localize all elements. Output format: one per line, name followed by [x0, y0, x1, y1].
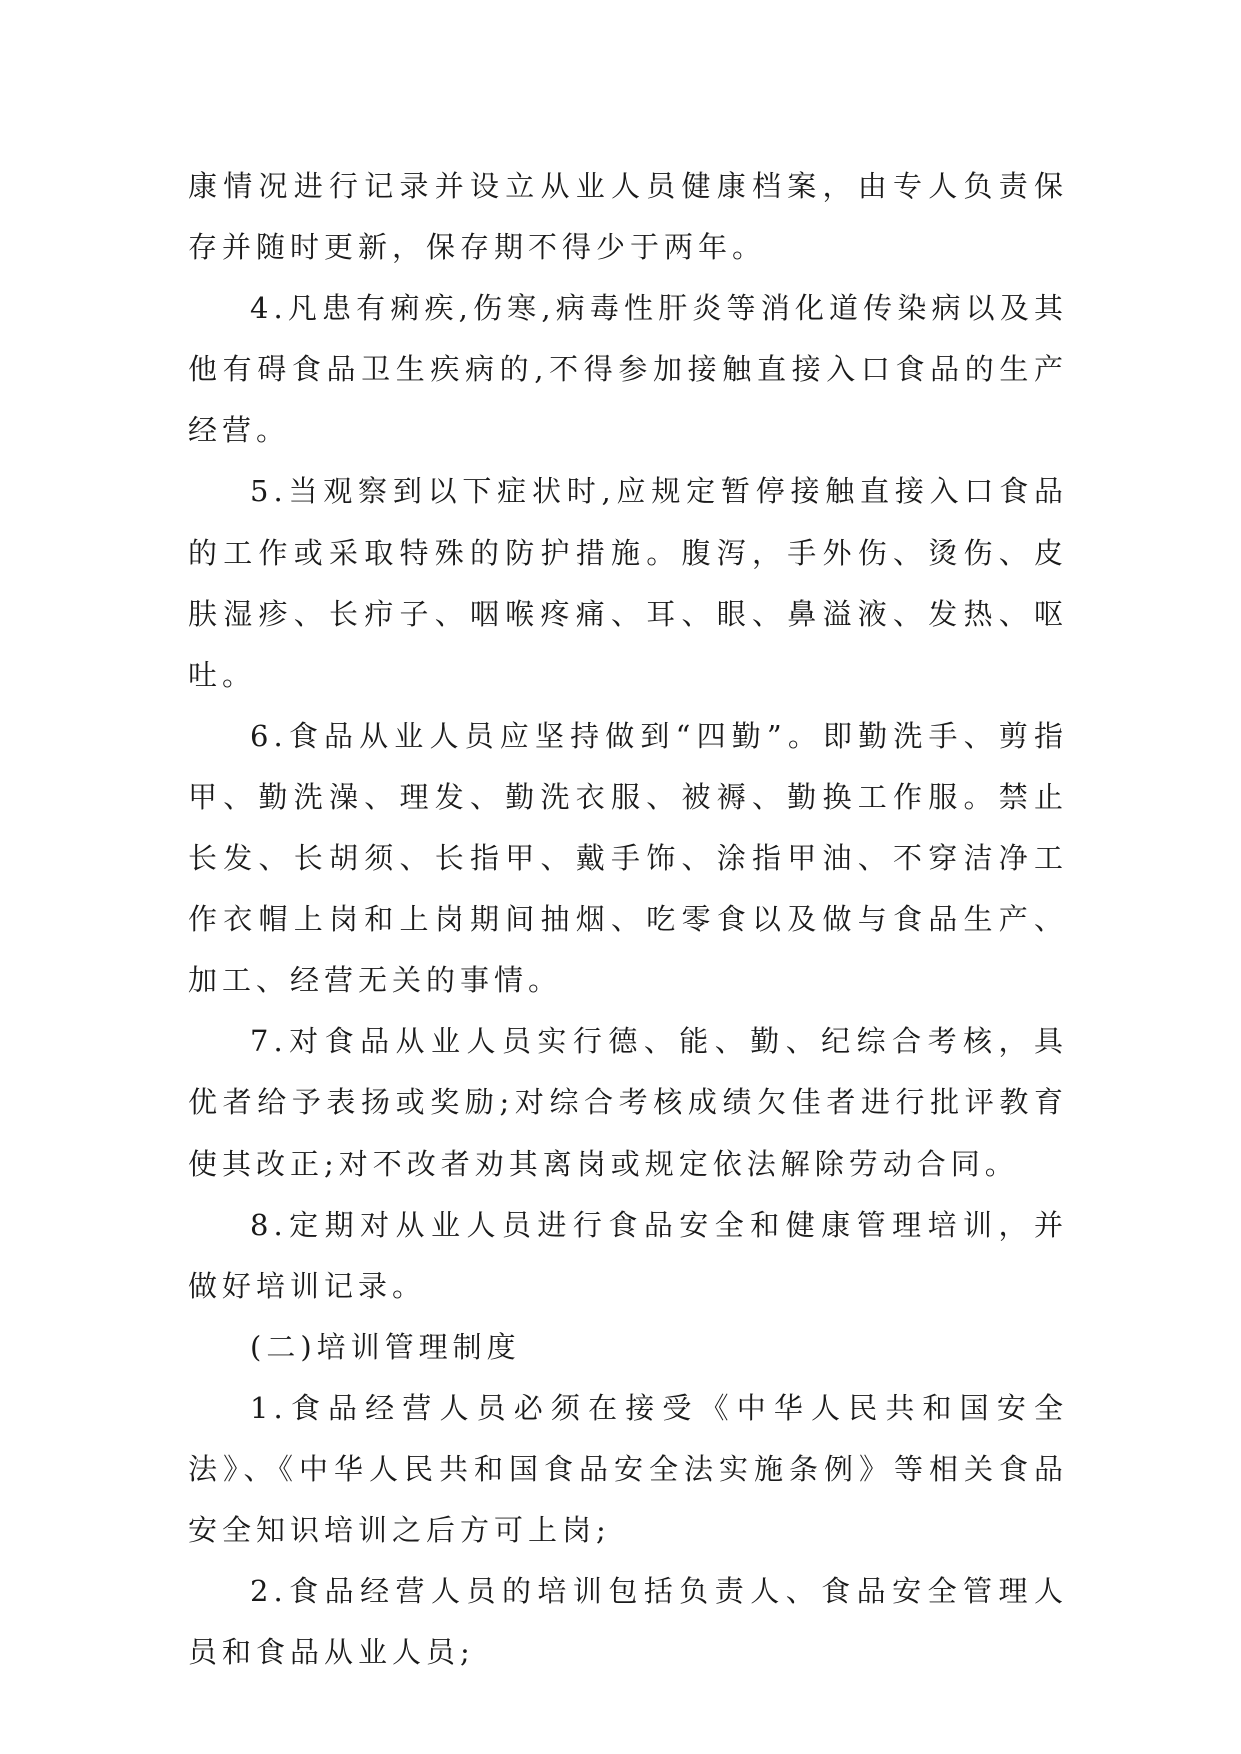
- paragraph-training-item-1: 1.食品经营人员必须在接受《中华人民共和国安全法》、《中华人民共和国食品安全法实施条例》等相关食品安全知识培训之后方可上岗;: [188, 1390, 1068, 1548]
- paragraph-training-item-2: 2.食品经营人员的培训包括负责人、食品安全管理人员和食品从业人员;: [188, 1574, 1068, 1670]
- paragraph-item-5: 5.当观察到以下症状时,应规定暂停接触直接入口食品的工作或采取特殊的防护措施。腹泻，手外伤、烫伤、皮肤湿疹、长疖子、咽喉疼痛、耳、眼、鼻溢液、发热、呕吐。: [188, 474, 1068, 692]
- paragraph-health-records: 康情况进行记录并设立从业人员健康档案，由专人负责保存并随时更新，保存期不得少于两年。: [188, 169, 1068, 265]
- paragraph-item-8: 8.定期对从业人员进行食品安全和健康管理培训，并做好培训记录。: [188, 1207, 1068, 1303]
- paragraph-item-6: 6.食品从业人员应坚持做到“四勤”。即勤洗手、剪指甲、勤洗澡、理发、勤洗衣服、被褥、勤换工作服。禁止长发、长胡须、长指甲、戴手饰、涂指甲油、不穿洁净工作衣帽上岗和上岗期间抽烟、吃零食以及做与食品生产、加工、经营无关的事情。: [188, 718, 1068, 998]
- paragraph-item-7: 7.对食品从业人员实行德、能、勤、纪综合考核，具优者给予表扬或奖励;对综合考核成绩欠佳者进行批评教育使其改正;对不改者劝其离岗或规定依法解除劳动合同。: [188, 1024, 1068, 1181]
- document-body: [188, 156, 1068, 1683]
- section-heading-training: (二)培训管理制度: [250, 1329, 521, 1364]
- paragraph-item-4: 4.凡患有痢疾,伤寒,病毒性肝炎等消化道传染病以及其他有碍食品卫生疾病的,不得参加接触直接入口食品的生产经营。: [188, 291, 1068, 448]
